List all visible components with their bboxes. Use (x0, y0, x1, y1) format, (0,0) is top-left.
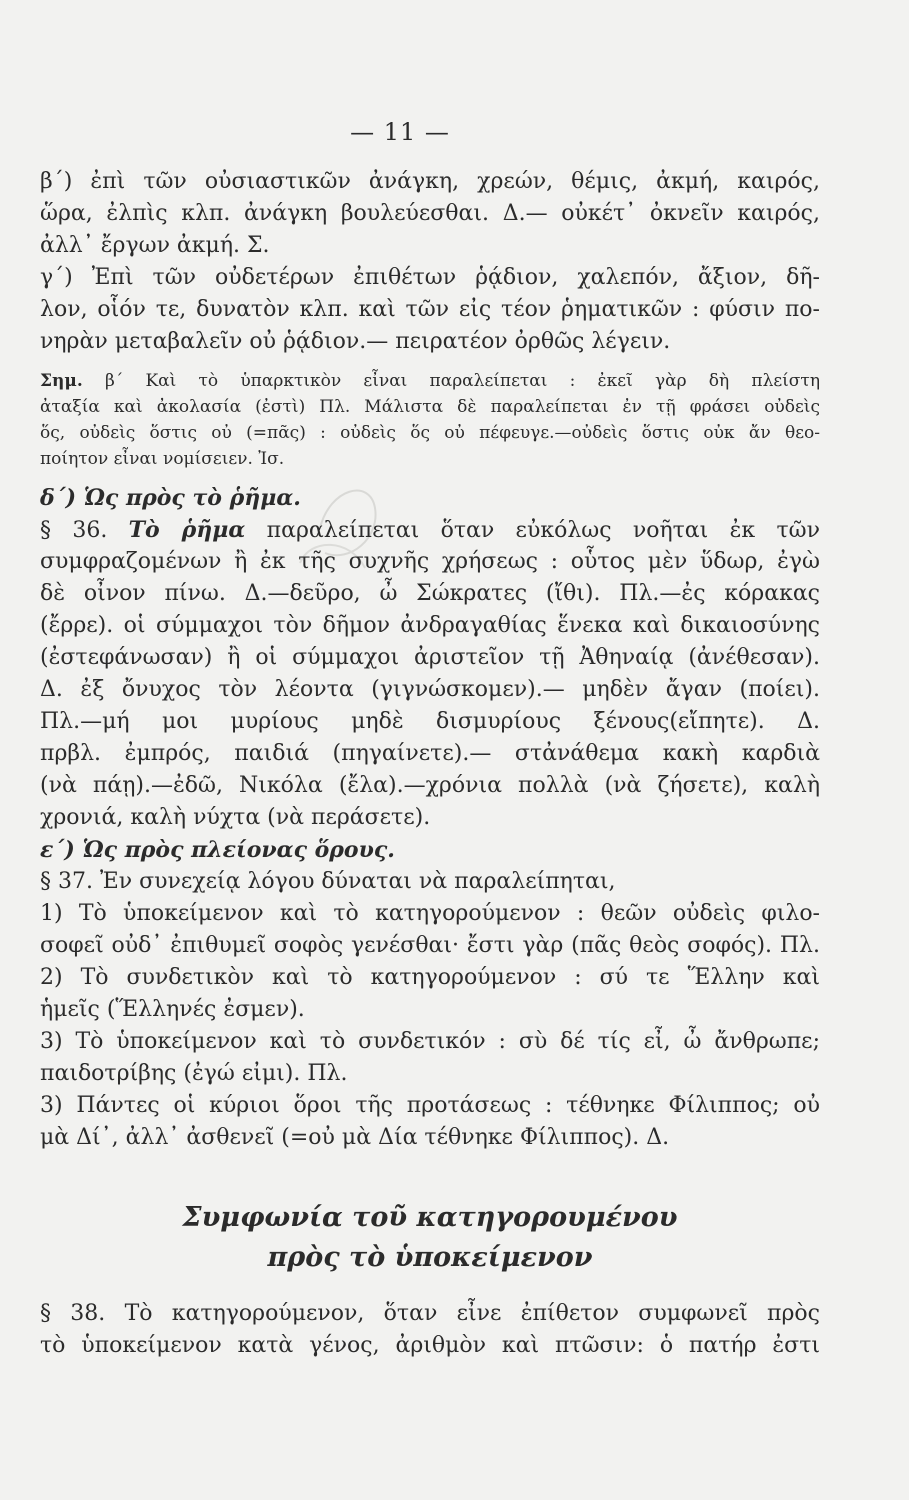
page-number: — 11 — (350, 118, 450, 146)
text-line: (ἔρρε). οἱ σύμμαχοι τὸν δῆμον ἀνδραγαθίας ἕνεκα καὶ δικαιοσύνης (40, 613, 820, 638)
text-line: δὲ οἶνον πίνω. Δ.—δεῦρο, ὦ Σώκρατες (ἴθι). Πλ.—ἐς κόρακας (40, 581, 820, 606)
text-line: λον, οἷόν τε, δυνατὸν κλπ. καὶ τῶν εἰς τέον ῥηματικῶν : φύσιν πο- (40, 297, 820, 322)
text-line: παιδοτρίβης (ἐγώ εἰμι). Πλ. (40, 1061, 348, 1086)
text-line: συμφραζομένων ἢ ἐκ τῆς συχνῆς χρήσεως : οὗτος μὲν ὕδωρ, ἐγὼ (40, 549, 820, 574)
text-line: μὰ Δί᾽, ἀλλ᾽ ἀσθενεῖ (=οὐ μὰ Δία τέθνηκε Φίλιππος). Δ. (40, 1125, 670, 1150)
heading-epsilon: ε΄) Ὡς πρὸς πλείονας ὅρους. (40, 837, 395, 863)
heading-delta: δ΄) Ὡς πρὸς τὸ ῥῆμα. (40, 485, 301, 511)
text-line: ἀλλ᾽ ἔργων ἀκμή. Σ. (40, 233, 270, 258)
text-line: σοφεῖ οὐδ᾽ ἐπιθυμεῖ σοφὸς γενέσθαι· ἔστι γὰρ (πᾶς θεὸς σοφός). Πλ. (40, 933, 820, 958)
text-line: 3) Τὸ ὑποκείμενον καὶ τὸ συνδετικόν : σὺ δέ τίς εἶ, ὦ ἄνθρωπε; (40, 1029, 820, 1054)
text-line: ἡμεῖς (Ἕλληνές ἐσμεν). (40, 997, 305, 1022)
section-number: § 36. (40, 518, 108, 543)
page-body (40, 166, 820, 1362)
text-line: 1) Τὸ ὑποκείμενον καὶ τὸ κατηγορούμενον : θεῶν οὐδεὶς φιλο- (40, 901, 820, 926)
text-line: β΄) ἐπὶ τῶν οὐσιαστικῶν ἀνάγκη, χρεών, θέμις, ἀκμή, καιρός, (40, 169, 820, 194)
note-line: ἀταξία καὶ ἀκολασία (ἐστὶ) Πλ. Μάλιστα δὲ παραλείπεται ἐν τῇ φράσει οὐδεὶς (40, 397, 820, 417)
section-title-line: Συμφωνία τοῦ κατηγορουμένου (182, 1202, 678, 1233)
section-lead: Τὸ ῥῆμα (128, 517, 246, 543)
text-line: πρβλ. ἐμπρός, παιδιά (πηγαίνετε).— στἀνάθεμα κακὴ καρδιὰ (40, 741, 820, 766)
text-line: Πλ.—μή μοι μυρίους μηδὲ δισμυρίους ξένους(εἴπητε). Δ. (40, 709, 820, 734)
text-line (40, 514, 820, 546)
text-line: χρονιά, καλὴ νύχτα (νὰ περάσετε). (40, 805, 431, 830)
text-line: ὥρα, ἐλπὶς κλπ. ἀνάγκη βουλεύεσθαι. Δ.— οὐκέτ᾽ ὀκνεῖν καιρός, (40, 201, 820, 226)
note-text: β΄ Καὶ τὸ ὑπαρκτικὸν εἶναι παραλείπεται : ἐκεῖ γὰρ δὴ πλείστη (104, 371, 821, 391)
section-number: § 37. (40, 869, 93, 894)
section-38 (40, 1298, 820, 1362)
text-line (40, 1298, 820, 1330)
section-title (40, 1198, 820, 1278)
text-line: Δ. ἐξ ὄνυχος τὸν λέοντα (γιγνώσκομεν).— μηδὲν ἄγαν (ποίει). (40, 677, 820, 702)
section-text: Τὸ κατηγορούμενον, ὅταν εἶνε ἐπίθετον συμφωνεῖ πρὸς (124, 1301, 820, 1326)
paragraph-gamma (40, 262, 820, 358)
text-line: 3) Πάντες οἱ κύριοι ὅροι τῆς προτάσεως : τέθνηκε Φίλιππος; οὐ (40, 1093, 820, 1118)
note-line (40, 368, 820, 394)
note-line: ποίητον εἶναι νομίσειεν. Ἰσ. (40, 449, 285, 469)
text-line (40, 866, 820, 898)
section-text: Ἐν συνεχείᾳ λόγου δύναται νὰ παραλείπηται, (99, 869, 616, 894)
section-title-line: πρὸς τὸ ὑποκείμενον (267, 1242, 593, 1273)
paragraph-beta (40, 166, 820, 262)
text-line: 2) Τὸ συνδετικὸν καὶ τὸ κατηγορούμενον : σύ τε Ἕλλην καὶ (40, 965, 820, 990)
text-line: (νὰ πάῃ).—ἐδῶ, Νικόλα (ἔλα).—χρόνια πολλὰ (νὰ ζήσετε), καλὴ (40, 773, 820, 798)
section-36 (40, 514, 820, 834)
section-text: παραλείπεται ὅταν εὐκόλως νοῆται ἐκ τῶν (266, 518, 820, 543)
text-line: (ἐστεφάνωσαν) ἢ οἱ σύμμαχοι ἀριστεῖον τῇ Ἀθηναίᾳ (ἀνέθεσαν). (40, 645, 820, 670)
text-line: τὸ ὑποκείμενον κατὰ γένος, ἀριθμὸν καὶ πτῶσιν: ὁ πατήρ ἐστι (40, 1333, 820, 1358)
note-label: Σημ. (40, 371, 83, 391)
text-line: νηρὰν μεταβαλεῖν οὐ ῥᾴδιον.— πειρατέον ὀρθῶς λέγειν. (40, 329, 671, 354)
section-37 (40, 866, 820, 1154)
note-line: ὅς, οὐδεὶς ὅστις οὐ (=πᾶς) : οὐδεὶς ὅς οὐ πέφευγε.—οὐδεὶς ὅστις οὐκ ἄν θεο- (40, 423, 820, 443)
text-line: γ΄) Ἐπὶ τῶν οὐδετέρων ἐπιθέτων ῥᾴδιον, χαλεπόν, ἄξιον, δῆ- (40, 265, 820, 290)
section-number: § 38. (40, 1301, 106, 1326)
note-block (40, 368, 820, 472)
